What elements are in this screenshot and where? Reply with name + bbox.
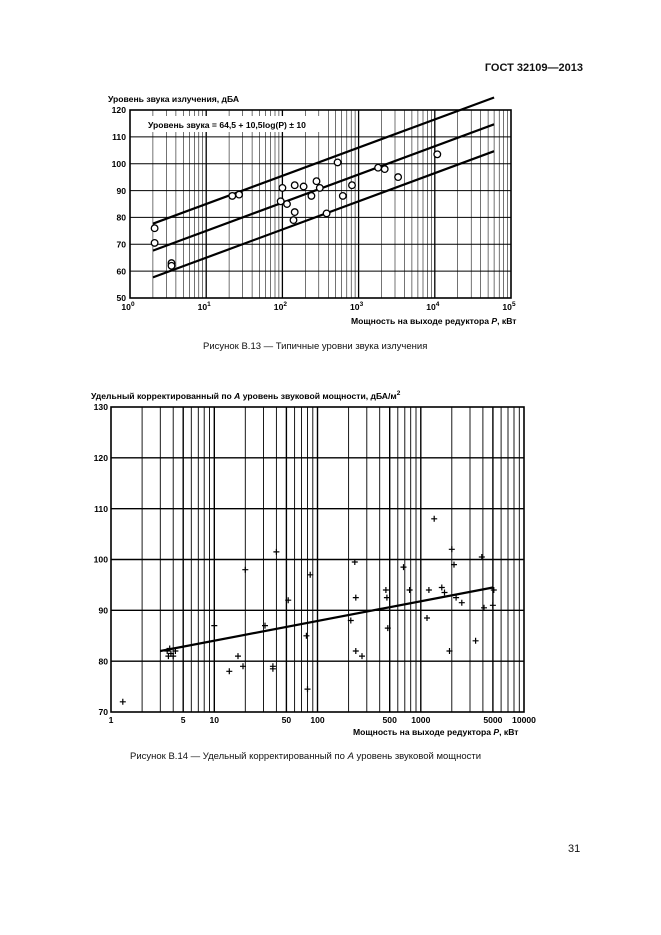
chart1-y-tick-label: 80 [116, 212, 126, 223]
chart2-data-point [401, 564, 407, 570]
chart2-data-point [273, 549, 279, 555]
figure-b14-caption-a: A [347, 751, 354, 762]
chart2-data-point [226, 668, 232, 674]
chart2-y-tick-label: 130 [93, 402, 108, 413]
chart1-x-tick-base: 10 [273, 302, 284, 312]
chart1-data-point [277, 198, 284, 205]
chart2-data-point [303, 633, 309, 639]
chart1-data-point [300, 183, 307, 190]
chart2-x-tick-label: 5000 [483, 715, 503, 725]
chart1-x-tick-base: 10 [426, 302, 436, 312]
chart1-data-point [290, 217, 297, 224]
chart1-x-tick-exp: 2 [283, 301, 287, 308]
chart2-data-point [120, 699, 126, 705]
chart1-x-tick-base: 10 [197, 302, 208, 312]
standard-number: ГОСТ 32109—2013 [484, 62, 583, 74]
chart1-data-point [151, 240, 158, 247]
chart2-x-axis-label-var: P [493, 727, 500, 737]
chart1-data-point [340, 193, 347, 200]
chart1-x-axis-label-var: P [491, 316, 498, 326]
chart1-x-tick-label [198, 301, 212, 312]
chart1-y-tick-label: 110 [112, 132, 126, 143]
chart2-x-tick-label: 50 [281, 715, 292, 725]
chart2-data-point [235, 653, 241, 659]
chart2-data-point [262, 623, 268, 629]
chart1-y-tick-label: 50 [116, 293, 126, 304]
chart2-y-axis-label [91, 390, 401, 401]
chart2-y-tick-label: 120 [93, 453, 108, 463]
figure-b13-caption: Рисунок В.13 — Типичные уровни звука излучения [203, 341, 428, 352]
chart1 [108, 94, 517, 326]
chart2-data-point [459, 600, 465, 606]
chart1-data-point [317, 185, 324, 192]
chart1-data-point [334, 159, 341, 166]
chart1-x-tick-exp: 0 [130, 301, 135, 308]
chart1-x-tick-base: 10 [350, 302, 360, 312]
chart2-x-tick-label: 500 [382, 715, 397, 725]
chart2-data-point [431, 516, 437, 522]
chart2 [91, 390, 536, 737]
chart2-data-point [383, 587, 389, 593]
chart1-data-point [279, 185, 286, 192]
chart1-tick-labels [112, 105, 516, 312]
chart1-y-axis-label: Уровень звука излучения, дБА [108, 94, 240, 104]
chart2-x-tick-label: 1000 [411, 715, 431, 725]
chart2-data-point [473, 638, 479, 644]
chart2-data-point [307, 572, 313, 578]
chart1-x-tick-exp: 3 [359, 301, 364, 308]
chart2-data-point [353, 595, 359, 601]
figure-b14-caption-text: Рисунок В.14 — Удельный корректированный по [130, 751, 348, 762]
chart2-data-point [490, 602, 496, 608]
figure-b14-caption-end: уровень звуковой мощности [353, 751, 482, 762]
chart1-y-tick-label: 70 [116, 239, 126, 250]
chart1-x-axis-label-text: Мощность на выходе редуктора [351, 316, 492, 326]
chart2-y-tick-label: 80 [98, 656, 108, 667]
chart2-x-tick-label: 10000 [512, 715, 536, 725]
chart1-x-tick-label [426, 301, 440, 312]
chart1-data-point [375, 164, 382, 171]
chart2-data-point [407, 587, 413, 593]
chart1-x-tick-label [121, 301, 135, 312]
chart1-x-axis-label [351, 316, 517, 326]
chart2-fit-line [160, 588, 493, 652]
chart1-y-tick-label: 120 [111, 105, 126, 116]
chart1-data-point [395, 174, 402, 181]
chart1-x-tick-base: 10 [121, 302, 131, 312]
chart2-y-tick-label: 110 [94, 503, 108, 514]
chart1-data-point [323, 210, 330, 217]
chart2-data-point [211, 623, 217, 629]
chart2-data-point [242, 567, 248, 573]
chart1-data-point [151, 225, 158, 232]
chart1-data-point [229, 193, 236, 200]
chart2-y-tick-label: 70 [98, 707, 108, 718]
chart1-x-tick-label [350, 301, 364, 312]
chart1-data-point [308, 193, 315, 200]
chart1-x-tick-label [502, 301, 516, 312]
chart2-data-point [426, 587, 432, 593]
chart1-formula: Уровень звука = 64,5 + 10,5log(P) ± 10 [148, 120, 306, 130]
chart1-x-axis-label-unit: , кВт [497, 316, 517, 326]
chart1-data-point [381, 166, 388, 173]
chart1-x-tick-exp: 5 [511, 301, 516, 308]
chart2-y-tick-label: 90 [98, 605, 108, 616]
chart2-x-axis-label [353, 727, 519, 737]
chart1-data-point [284, 201, 291, 208]
chart1-points [151, 151, 440, 269]
chart1-y-tick-label: 100 [111, 158, 126, 169]
chart2-x-tick-label: 1 [108, 715, 114, 725]
chart2-y-axis-label-sup: 2 [396, 390, 401, 397]
chart2-y-axis-label-a: A [234, 391, 241, 401]
chart2-x-tick-label: 5 [180, 715, 186, 725]
chart2-x-axis-label-unit: , кВт [499, 727, 519, 737]
chart2-y-axis-label-text: Удельный корректированный по [91, 391, 235, 401]
chart1-data-point [349, 182, 356, 189]
chart2-y-tick-label: 100 [93, 554, 108, 565]
chart2-data-point [449, 546, 455, 552]
figure-b14-caption [130, 751, 481, 762]
chart1-data-point [236, 191, 243, 198]
chart2-data-point [353, 648, 359, 654]
chart1-x-tick-exp: 4 [435, 301, 440, 308]
chart2-x-axis-label-text: Мощность на выходе редуктора [353, 727, 494, 737]
chart2-fit-line-segment [160, 588, 493, 652]
chart1-data-point [313, 178, 320, 185]
chart1-x-tick-label [274, 301, 288, 312]
chart2-x-tick-label: 100 [310, 715, 325, 725]
chart2-data-point [424, 615, 430, 621]
page-number: 31 [568, 843, 581, 855]
chart2-x-tick-label: 10 [209, 715, 220, 725]
chart1-data-point [291, 182, 298, 189]
chart1-data-point [168, 263, 175, 270]
chart1-data-point [291, 209, 298, 216]
chart1-x-tick-base: 10 [502, 302, 512, 312]
chart1-data-point [434, 151, 441, 158]
chart1-y-tick-label: 60 [116, 266, 126, 277]
chart2-data-point [359, 653, 365, 659]
chart1-x-tick-exp: 1 [207, 301, 211, 308]
chart2-data-point [305, 686, 311, 692]
chart1-y-tick-label: 90 [116, 185, 126, 196]
chart2-y-axis-label-unit: уровень звуковой мощности, дБА/м [240, 391, 397, 401]
chart2-grid [111, 407, 524, 712]
